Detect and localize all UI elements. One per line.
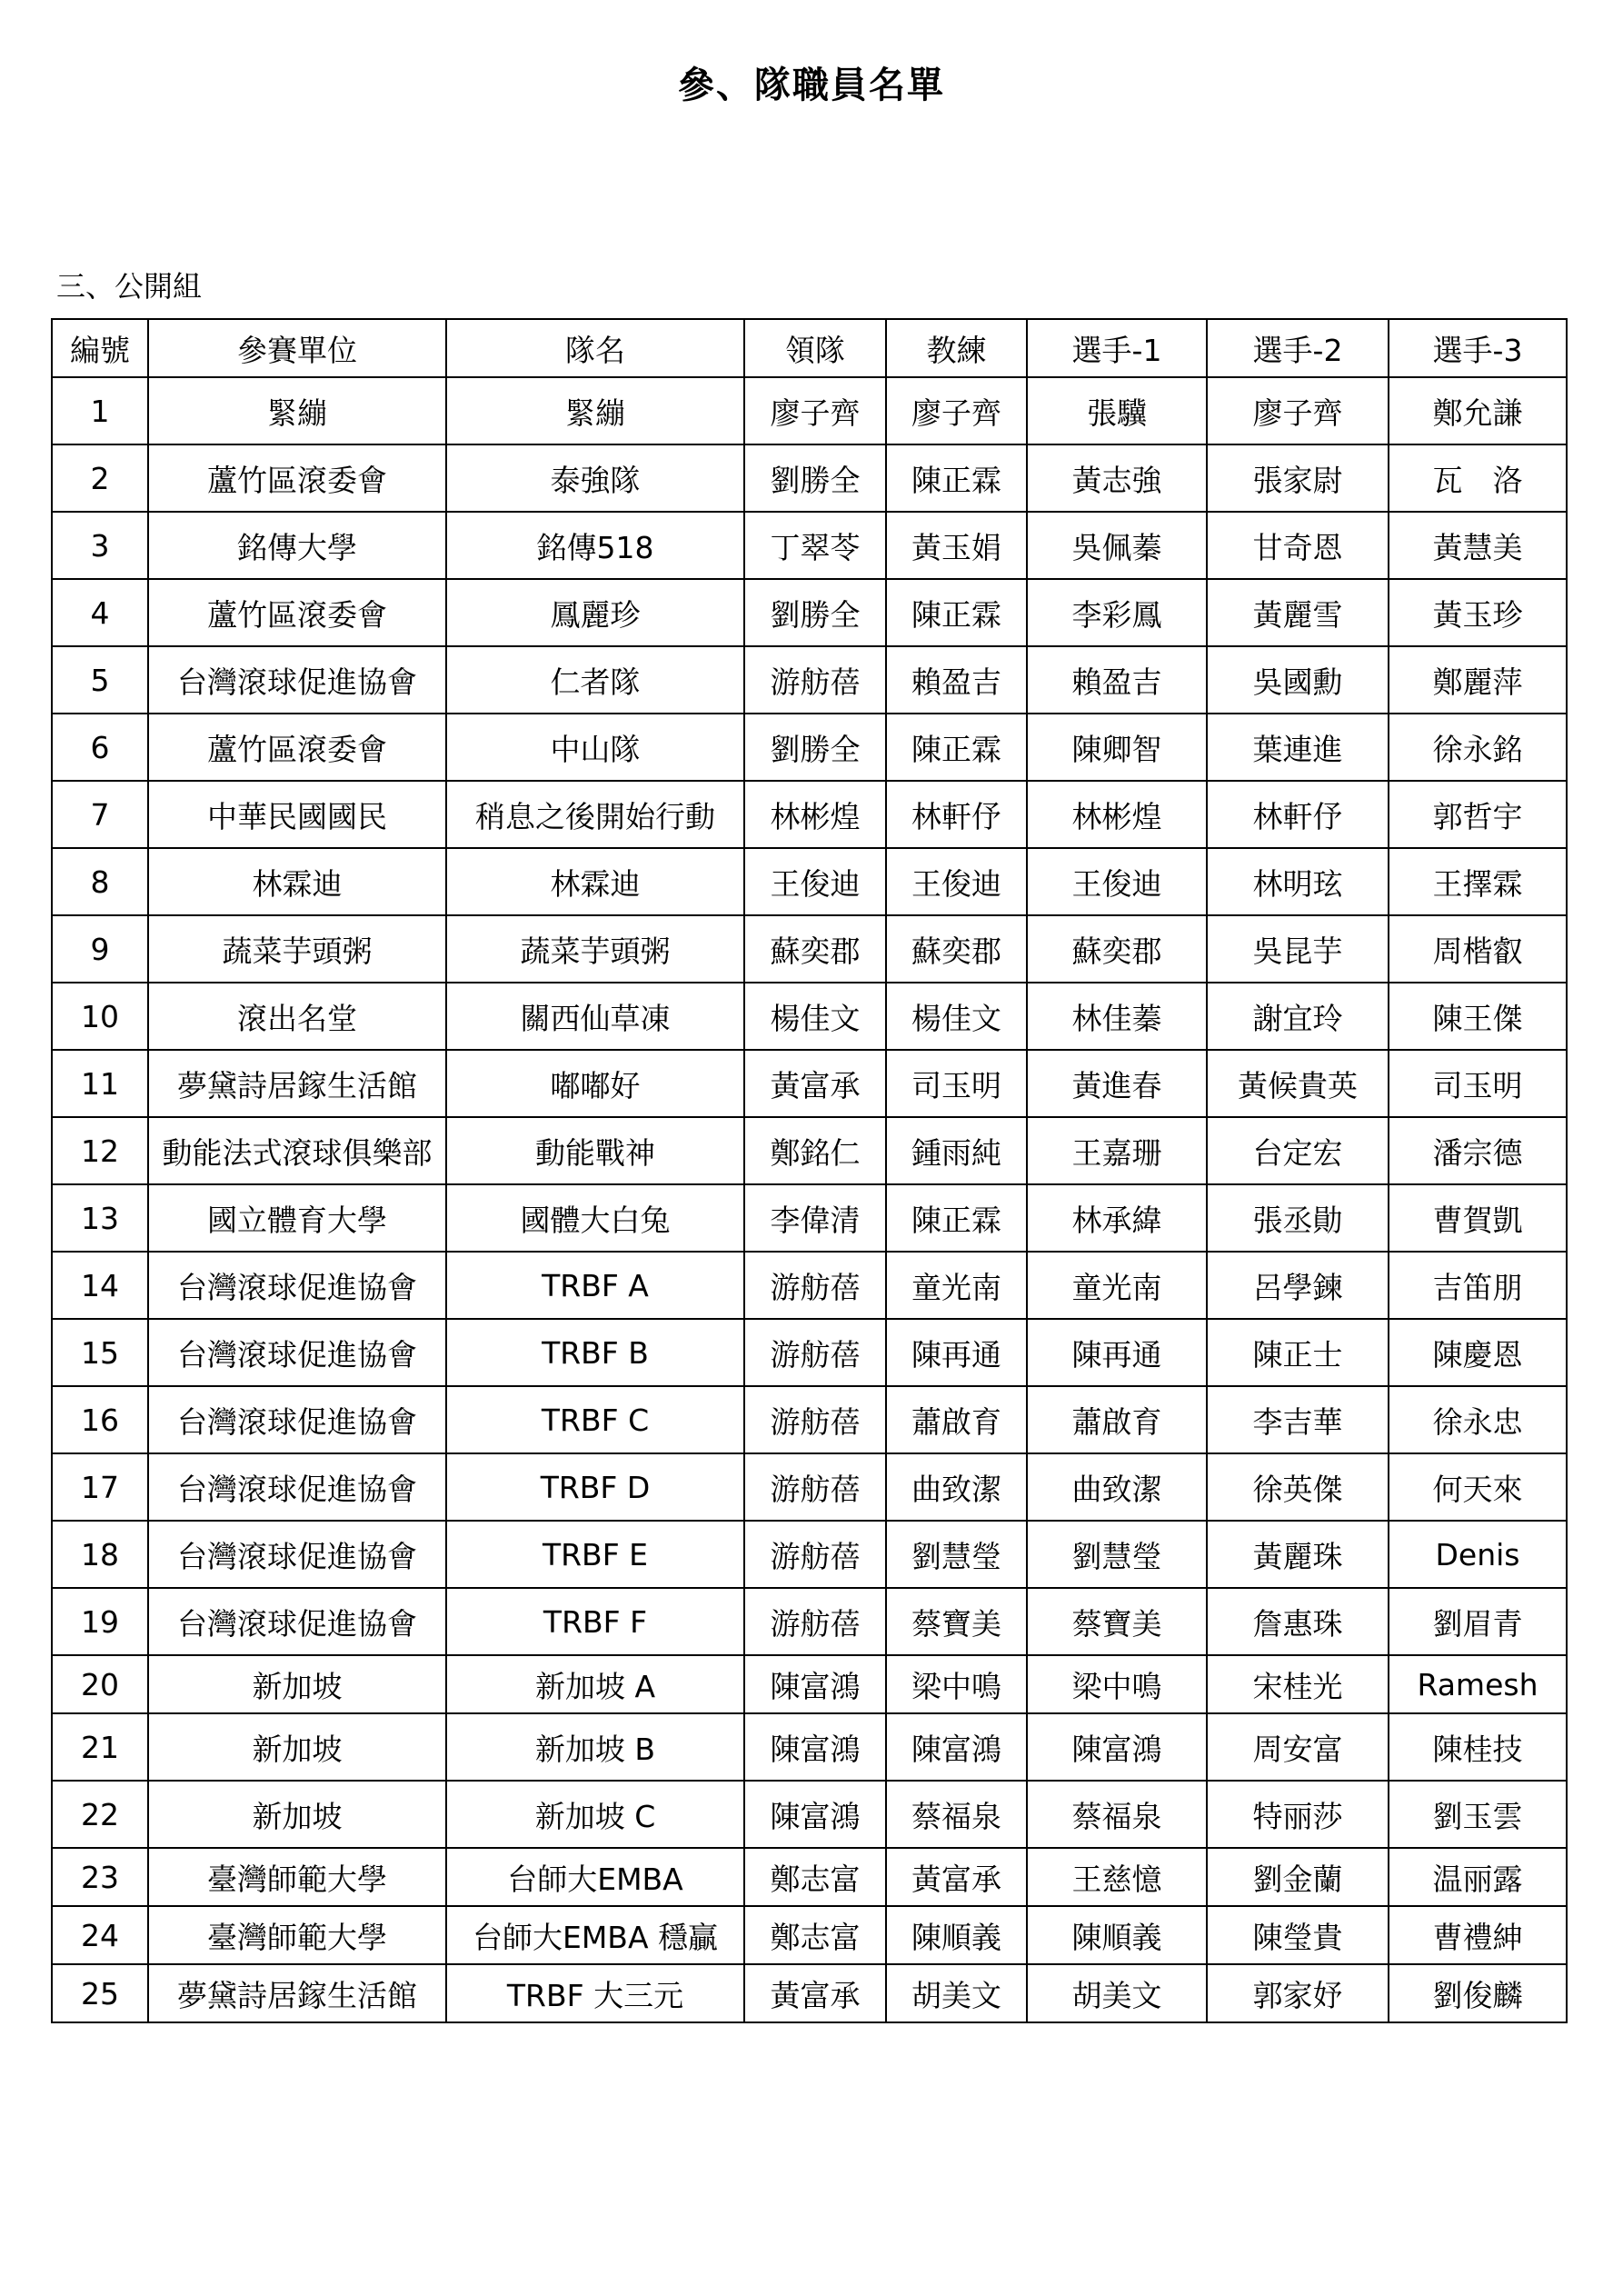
table-row (52, 848, 1567, 915)
cell-team: TRBF 大三元 (446, 1964, 744, 2022)
cell-number: 8 (52, 848, 148, 915)
table-row (52, 1050, 1567, 1117)
cell-player-3: 劉眉青 (1389, 1588, 1567, 1655)
cell-number: 23 (52, 1848, 148, 1906)
cell-player-1: 陳卿智 (1027, 714, 1207, 781)
cell-number: 2 (52, 444, 148, 512)
cell-coach: 陳正霖 (886, 444, 1027, 512)
cell-team: TRBF A (446, 1252, 744, 1319)
cell-player-3: 司玉明 (1389, 1050, 1567, 1117)
cell-player-3: 温丽露 (1389, 1848, 1567, 1906)
cell-team: TRBF E (446, 1521, 744, 1588)
cell-number: 21 (52, 1713, 148, 1781)
cell-unit: 蔬菜芋頭粥 (148, 915, 446, 983)
cell-team: 中山隊 (446, 714, 744, 781)
table-row (52, 377, 1567, 444)
cell-team: 動能戰神 (446, 1117, 744, 1184)
cell-leader: 黃富承 (744, 1050, 886, 1117)
cell-player-3: Denis (1389, 1521, 1567, 1588)
cell-team: 稍息之後開始行動 (446, 781, 744, 848)
cell-player-1: 王嘉珊 (1027, 1117, 1207, 1184)
cell-team: 鳳麗珍 (446, 579, 744, 646)
cell-player-1: 王俊迪 (1027, 848, 1207, 915)
cell-leader: 李偉清 (744, 1184, 886, 1252)
cell-leader: 鄭志富 (744, 1848, 886, 1906)
cell-coach: 童光南 (886, 1252, 1027, 1319)
cell-coach: 蕭啟育 (886, 1386, 1027, 1453)
cell-team: 林霖迪 (446, 848, 744, 915)
cell-team: 銘傳518 (446, 512, 744, 579)
cell-player-2: 黃麗雪 (1207, 579, 1389, 646)
cell-coach: 蔡寶美 (886, 1588, 1027, 1655)
cell-unit: 國立體育大學 (148, 1184, 446, 1252)
cell-unit: 台灣滾球促進協會 (148, 1588, 446, 1655)
cell-unit: 中華民國國民 (148, 781, 446, 848)
cell-player-3: 周楷叡 (1389, 915, 1567, 983)
cell-number: 10 (52, 983, 148, 1050)
cell-unit: 緊繃 (148, 377, 446, 444)
cell-player-2: 張丞勛 (1207, 1184, 1389, 1252)
cell-player-1: 胡美文 (1027, 1964, 1207, 2022)
header-player-2: 選手-2 (1207, 319, 1389, 377)
cell-number: 18 (52, 1521, 148, 1588)
cell-leader: 林彬煌 (744, 781, 886, 848)
cell-unit: 台灣滾球促進協會 (148, 1252, 446, 1319)
cell-leader: 游舫蓓 (744, 1319, 886, 1386)
cell-number: 19 (52, 1588, 148, 1655)
table-row (52, 1117, 1567, 1184)
cell-player-3: 徐永銘 (1389, 714, 1567, 781)
cell-player-3: 黃慧美 (1389, 512, 1567, 579)
table-row (52, 1521, 1567, 1588)
cell-player-1: 賴盈吉 (1027, 646, 1207, 714)
cell-unit: 台灣滾球促進協會 (148, 646, 446, 714)
cell-coach: 林軒伃 (886, 781, 1027, 848)
cell-coach: 蘇奕郡 (886, 915, 1027, 983)
cell-player-1: 張驥 (1027, 377, 1207, 444)
table-row (52, 1588, 1567, 1655)
cell-player-1: 梁中鳴 (1027, 1655, 1207, 1713)
cell-player-2: 張家尉 (1207, 444, 1389, 512)
table-row (52, 781, 1567, 848)
cell-unit: 動能法式滾球俱樂部 (148, 1117, 446, 1184)
cell-leader: 陳富鴻 (744, 1781, 886, 1848)
cell-unit: 臺灣師範大學 (148, 1906, 446, 1964)
cell-number: 12 (52, 1117, 148, 1184)
cell-player-2: 詹惠珠 (1207, 1588, 1389, 1655)
cell-unit: 蘆竹區滾委會 (148, 714, 446, 781)
cell-player-2: 吳國勳 (1207, 646, 1389, 714)
cell-coach: 陳順義 (886, 1906, 1027, 1964)
cell-number: 6 (52, 714, 148, 781)
cell-coach: 陳正霖 (886, 579, 1027, 646)
cell-player-1: 陳順義 (1027, 1906, 1207, 1964)
table-row (52, 512, 1567, 579)
cell-number: 20 (52, 1655, 148, 1713)
cell-unit: 夢黛詩居鎵生活館 (148, 1050, 446, 1117)
cell-team: 嘟嘟好 (446, 1050, 744, 1117)
cell-leader: 黃富承 (744, 1964, 886, 2022)
cell-leader: 游舫蓓 (744, 1588, 886, 1655)
cell-leader: 游舫蓓 (744, 646, 886, 714)
cell-player-1: 王慈憶 (1027, 1848, 1207, 1906)
cell-leader: 蘇奕郡 (744, 915, 886, 983)
cell-player-2: 陳正士 (1207, 1319, 1389, 1386)
cell-leader: 陳富鴻 (744, 1655, 886, 1713)
cell-player-2: 台定宏 (1207, 1117, 1389, 1184)
cell-player-2: 林軒伃 (1207, 781, 1389, 848)
cell-team: 台師大EMBA (446, 1848, 744, 1906)
cell-player-1: 林彬煌 (1027, 781, 1207, 848)
cell-unit: 滾出名堂 (148, 983, 446, 1050)
cell-player-1: 蘇奕郡 (1027, 915, 1207, 983)
cell-player-3: 徐永忠 (1389, 1386, 1567, 1453)
cell-unit: 銘傳大學 (148, 512, 446, 579)
cell-player-2: 謝宜玲 (1207, 983, 1389, 1050)
cell-player-3: 陳慶恩 (1389, 1319, 1567, 1386)
cell-player-2: 徐英傑 (1207, 1453, 1389, 1521)
cell-player-1: 蔡福泉 (1027, 1781, 1207, 1848)
cell-coach: 蔡福泉 (886, 1781, 1027, 1848)
header-player-3: 選手-3 (1389, 319, 1567, 377)
cell-number: 11 (52, 1050, 148, 1117)
cell-team: TRBF C (446, 1386, 744, 1453)
cell-coach: 司玉明 (886, 1050, 1027, 1117)
cell-player-2: 吳昆芋 (1207, 915, 1389, 983)
cell-leader: 劉勝全 (744, 714, 886, 781)
cell-player-2: 特丽莎 (1207, 1781, 1389, 1848)
cell-coach: 胡美文 (886, 1964, 1027, 2022)
cell-leader: 鄭銘仁 (744, 1117, 886, 1184)
cell-player-3: 吉笛朋 (1389, 1252, 1567, 1319)
table-row (52, 1655, 1567, 1713)
cell-unit: 新加坡 (148, 1655, 446, 1713)
cell-player-3: 曹賀凱 (1389, 1184, 1567, 1252)
cell-player-2: 林明玹 (1207, 848, 1389, 915)
cell-coach: 黃富承 (886, 1848, 1027, 1906)
cell-leader: 王俊迪 (744, 848, 886, 915)
header-player-1: 選手-1 (1027, 319, 1207, 377)
cell-team: 台師大EMBA 穩贏 (446, 1906, 744, 1964)
cell-coach: 梁中鳴 (886, 1655, 1027, 1713)
cell-player-1: 黃進春 (1027, 1050, 1207, 1117)
header-coach: 教練 (886, 319, 1027, 377)
cell-player-2: 黃麗珠 (1207, 1521, 1389, 1588)
cell-player-2: 宋桂光 (1207, 1655, 1389, 1713)
header-number: 編號 (52, 319, 148, 377)
cell-number: 3 (52, 512, 148, 579)
cell-unit: 臺灣師範大學 (148, 1848, 446, 1906)
cell-unit: 蘆竹區滾委會 (148, 579, 446, 646)
cell-number: 24 (52, 1906, 148, 1964)
cell-number: 13 (52, 1184, 148, 1252)
cell-coach: 陳再通 (886, 1319, 1027, 1386)
cell-player-1: 劉慧瑩 (1027, 1521, 1207, 1588)
cell-unit: 新加坡 (148, 1781, 446, 1848)
cell-unit: 新加坡 (148, 1713, 446, 1781)
cell-unit: 台灣滾球促進協會 (148, 1453, 446, 1521)
cell-player-3: 陳桂技 (1389, 1713, 1567, 1781)
table-row (52, 714, 1567, 781)
cell-coach: 陳正霖 (886, 1184, 1027, 1252)
cell-leader: 游舫蓓 (744, 1252, 886, 1319)
table-row (52, 579, 1567, 646)
cell-number: 17 (52, 1453, 148, 1521)
header-team: 隊名 (446, 319, 744, 377)
cell-number: 16 (52, 1386, 148, 1453)
cell-team: 國體大白兔 (446, 1184, 744, 1252)
cell-team: TRBF D (446, 1453, 744, 1521)
table-row (52, 1713, 1567, 1781)
table-row (52, 1906, 1567, 1964)
cell-coach: 陳正霖 (886, 714, 1027, 781)
cell-number: 22 (52, 1781, 148, 1848)
table-row (52, 444, 1567, 512)
cell-leader: 丁翠苓 (744, 512, 886, 579)
cell-player-3: 鄭允謙 (1389, 377, 1567, 444)
cell-team: 關西仙草凍 (446, 983, 744, 1050)
cell-player-1: 黃志強 (1027, 444, 1207, 512)
cell-team: 仁者隊 (446, 646, 744, 714)
table-row (52, 1964, 1567, 2022)
cell-unit: 林霖迪 (148, 848, 446, 915)
table-row (52, 1386, 1567, 1453)
cell-player-2: 郭家妤 (1207, 1964, 1389, 2022)
header-unit: 參賽單位 (148, 319, 446, 377)
cell-coach: 鍾雨純 (886, 1117, 1027, 1184)
cell-team: 新加坡 C (446, 1781, 744, 1848)
cell-player-2: 呂學鍊 (1207, 1252, 1389, 1319)
cell-leader: 鄭志富 (744, 1906, 886, 1964)
cell-player-2: 黃候貴英 (1207, 1050, 1389, 1117)
cell-player-3: 劉俊麟 (1389, 1964, 1567, 2022)
cell-player-3: 劉玉雲 (1389, 1781, 1567, 1848)
cell-player-2: 葉連進 (1207, 714, 1389, 781)
cell-player-2: 廖子齊 (1207, 377, 1389, 444)
cell-leader: 劉勝全 (744, 579, 886, 646)
cell-leader: 廖子齊 (744, 377, 886, 444)
cell-player-1: 林承緯 (1027, 1184, 1207, 1252)
cell-player-1: 蕭啟育 (1027, 1386, 1207, 1453)
cell-number: 9 (52, 915, 148, 983)
table-row (52, 646, 1567, 714)
cell-unit: 蘆竹區滾委會 (148, 444, 446, 512)
cell-player-2: 周安富 (1207, 1713, 1389, 1781)
table-row (52, 915, 1567, 983)
table-row (52, 983, 1567, 1050)
cell-player-1: 陳再通 (1027, 1319, 1207, 1386)
table-row (52, 1453, 1567, 1521)
cell-number: 25 (52, 1964, 148, 2022)
cell-team: 新加坡 B (446, 1713, 744, 1781)
header-row (52, 319, 1567, 377)
cell-coach: 賴盈吉 (886, 646, 1027, 714)
cell-number: 15 (52, 1319, 148, 1386)
cell-team: 新加坡 A (446, 1655, 744, 1713)
cell-unit: 夢黛詩居鎵生活館 (148, 1964, 446, 2022)
cell-player-3: 郭哲宇 (1389, 781, 1567, 848)
cell-coach: 曲致潔 (886, 1453, 1027, 1521)
cell-player-1: 曲致潔 (1027, 1453, 1207, 1521)
header-leader: 領隊 (744, 319, 886, 377)
cell-player-3: 王擇霖 (1389, 848, 1567, 915)
cell-unit: 台灣滾球促進協會 (148, 1319, 446, 1386)
cell-number: 5 (52, 646, 148, 714)
cell-coach: 黃玉娟 (886, 512, 1027, 579)
cell-leader: 游舫蓓 (744, 1453, 886, 1521)
cell-player-1: 吳佩蓁 (1027, 512, 1207, 579)
cell-leader: 劉勝全 (744, 444, 886, 512)
cell-player-3: 曹禮紳 (1389, 1906, 1567, 1964)
cell-coach: 廖子齊 (886, 377, 1027, 444)
cell-coach: 陳富鴻 (886, 1713, 1027, 1781)
cell-number: 14 (52, 1252, 148, 1319)
cell-player-2: 李吉華 (1207, 1386, 1389, 1453)
cell-coach: 王俊迪 (886, 848, 1027, 915)
cell-player-1: 童光南 (1027, 1252, 1207, 1319)
cell-leader: 游舫蓓 (744, 1521, 886, 1588)
cell-player-1: 蔡寶美 (1027, 1588, 1207, 1655)
cell-player-1: 陳富鴻 (1027, 1713, 1207, 1781)
cell-coach: 楊佳文 (886, 983, 1027, 1050)
cell-player-3: 黃玉珍 (1389, 579, 1567, 646)
cell-number: 4 (52, 579, 148, 646)
cell-player-3: Ramesh (1389, 1655, 1567, 1713)
table-row (52, 1781, 1567, 1848)
roster-table (51, 318, 1568, 2023)
cell-player-3: 何天來 (1389, 1453, 1567, 1521)
table-row (52, 1184, 1567, 1252)
cell-leader: 陳富鴻 (744, 1713, 886, 1781)
cell-leader: 楊佳文 (744, 983, 886, 1050)
cell-player-3: 鄭麗萍 (1389, 646, 1567, 714)
cell-team: TRBF B (446, 1319, 744, 1386)
cell-team: 緊繃 (446, 377, 744, 444)
cell-unit: 台灣滾球促進協會 (148, 1386, 446, 1453)
cell-player-3: 瓦 洛 (1389, 444, 1567, 512)
cell-player-3: 陳王傑 (1389, 983, 1567, 1050)
cell-coach: 劉慧瑩 (886, 1521, 1027, 1588)
cell-unit: 台灣滾球促進協會 (148, 1521, 446, 1588)
cell-player-2: 劉金蘭 (1207, 1848, 1389, 1906)
table-row (52, 1319, 1567, 1386)
table-row (52, 1848, 1567, 1906)
cell-number: 1 (52, 377, 148, 444)
cell-team: 蔬菜芋頭粥 (446, 915, 744, 983)
cell-team: TRBF F (446, 1588, 744, 1655)
cell-player-2: 陳瑩貴 (1207, 1906, 1389, 1964)
section-heading: 三、公開組 (56, 269, 203, 304)
cell-player-2: 甘奇恩 (1207, 512, 1389, 579)
cell-player-1: 李彩鳳 (1027, 579, 1207, 646)
cell-player-1: 林佳蓁 (1027, 983, 1207, 1050)
table-row (52, 1252, 1567, 1319)
cell-number: 7 (52, 781, 148, 848)
cell-player-3: 潘宗德 (1389, 1117, 1567, 1184)
page-title: 參、隊職員名單 (678, 65, 945, 106)
cell-team: 泰強隊 (446, 444, 744, 512)
cell-leader: 游舫蓓 (744, 1386, 886, 1453)
